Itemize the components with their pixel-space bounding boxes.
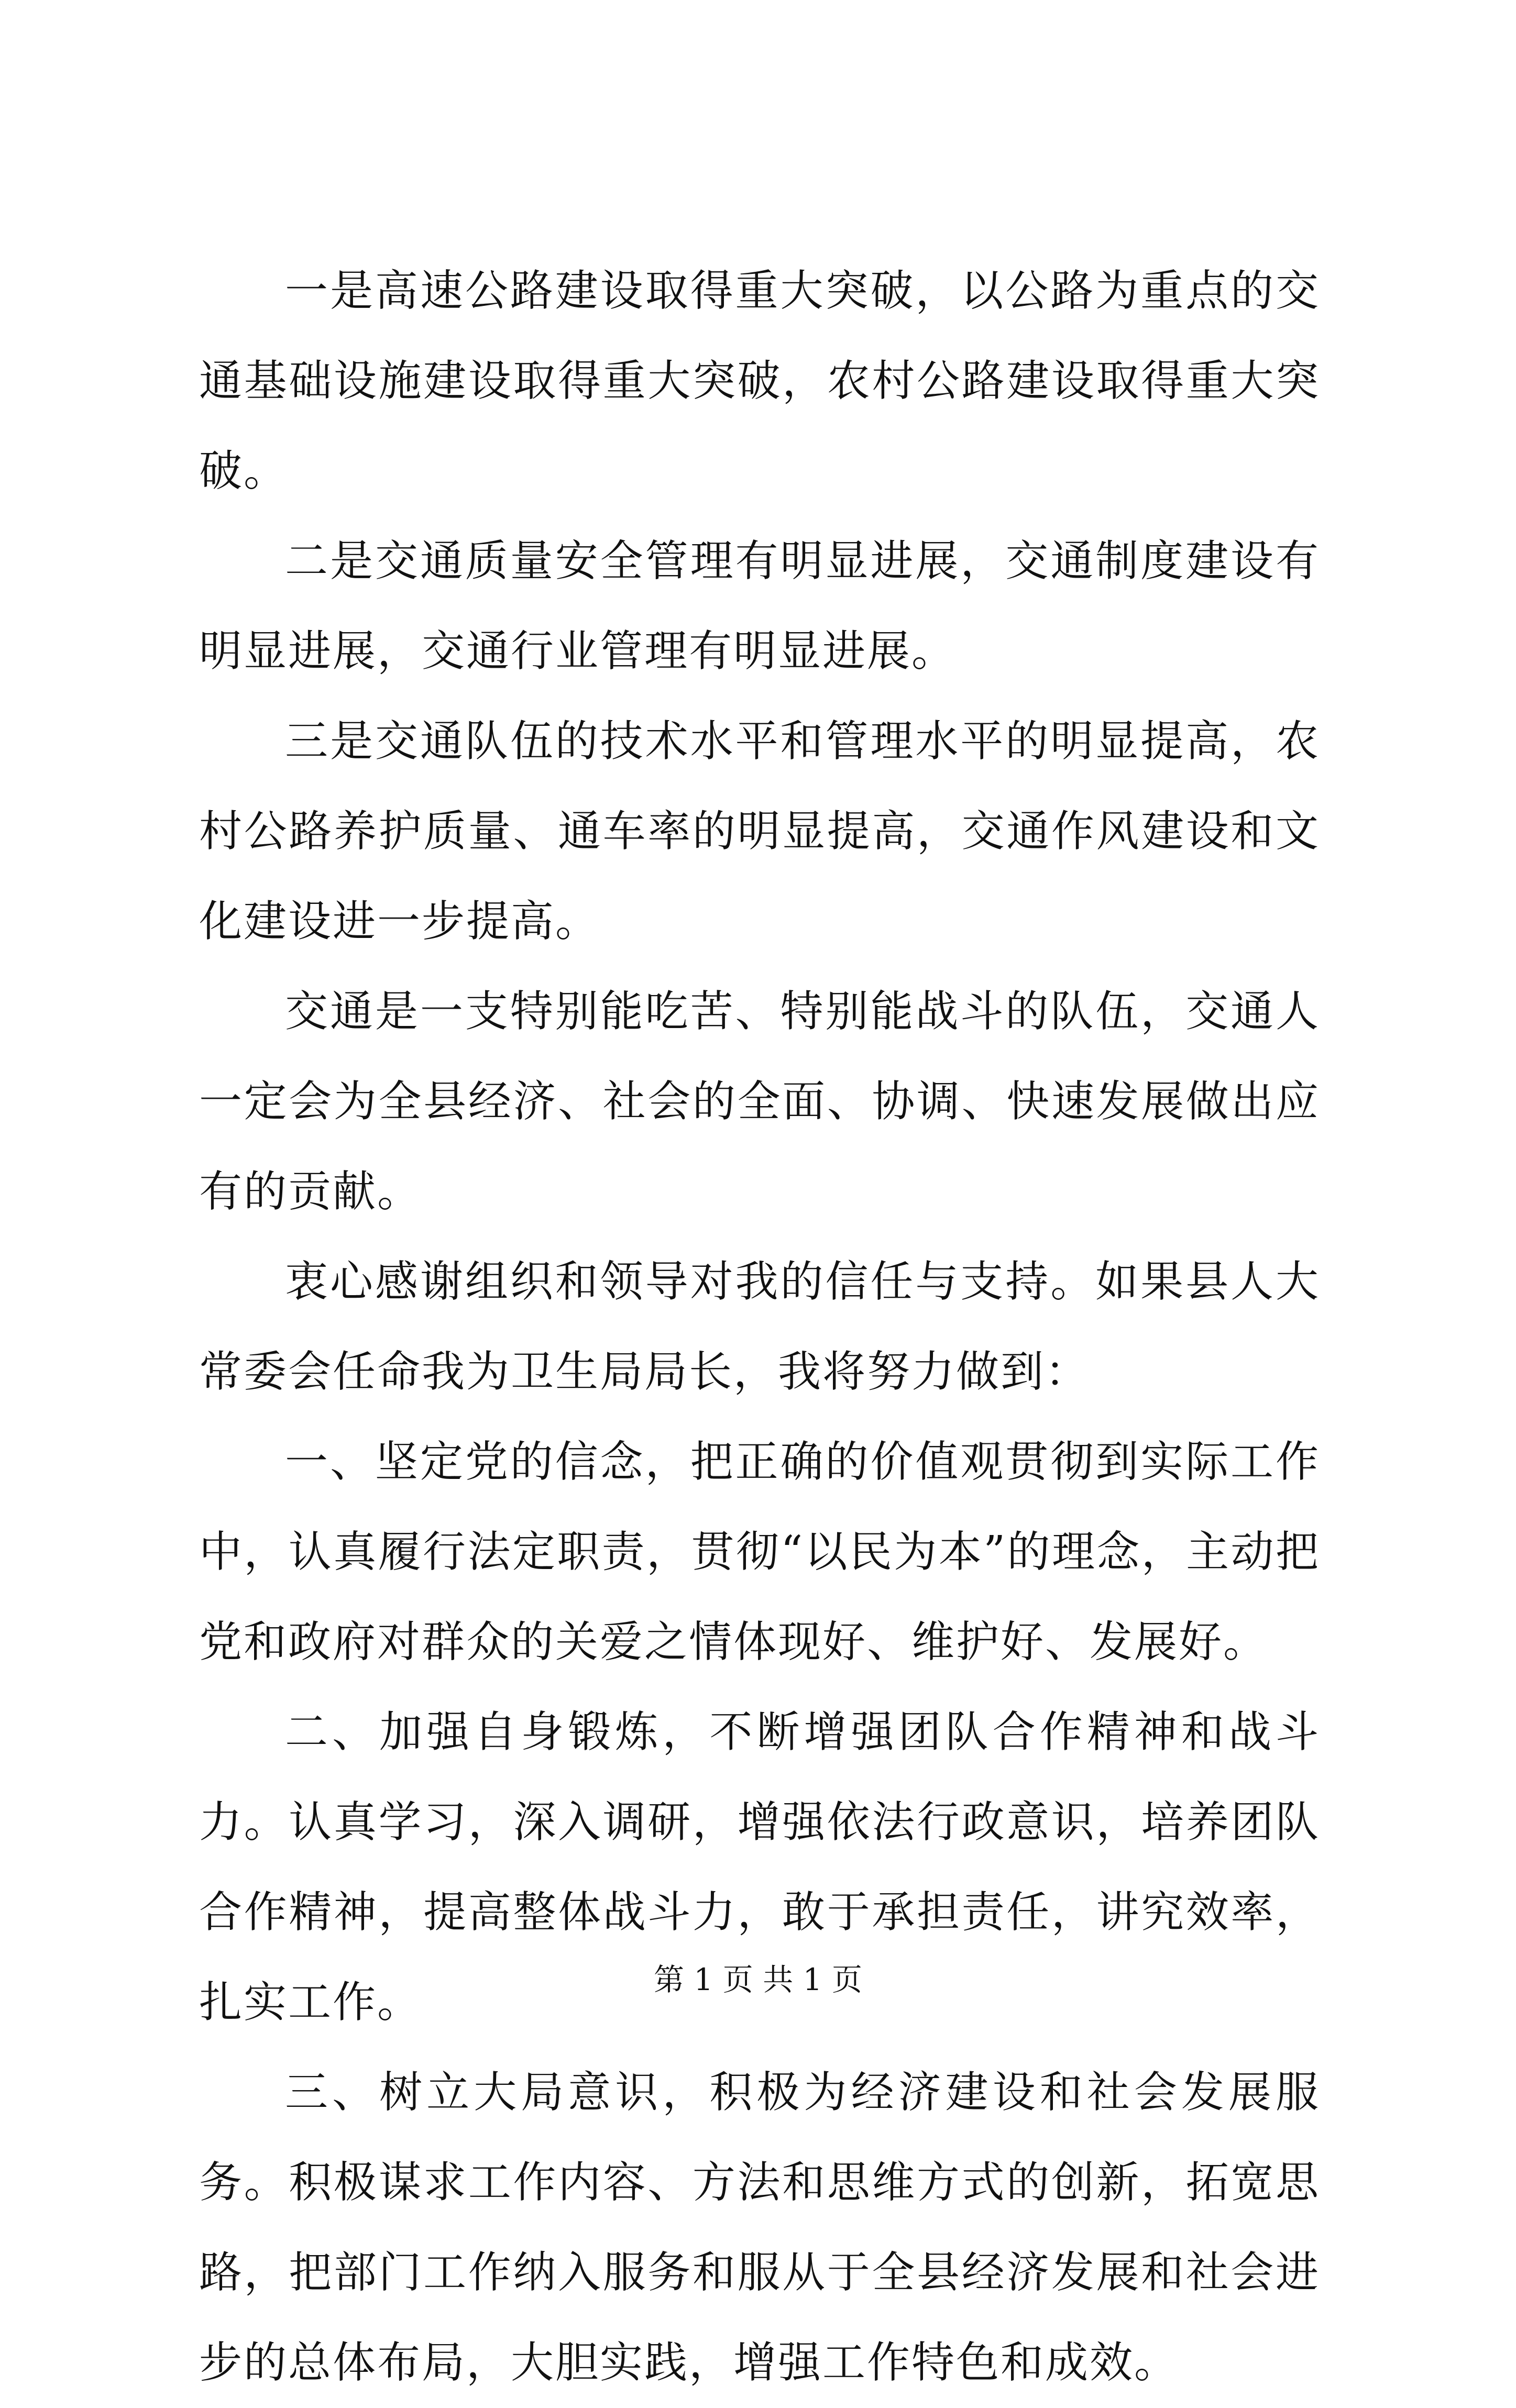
paragraph-point-one: 一、坚定党的信念，把正确的价值观贯彻到实际工作中，认真履行法定职责，贯彻“以民为本”的理念，主动把党和政府对群众的关爱之情体现好、维护好、发展好。 <box>199 1437 1320 1667</box>
paragraph-point-three: 三、树立大局意识，积极为经济建设和社会发展服务。积极谋求工作内容、方法和思维方式的创新，拓宽思路，把部门工作纳入服务和服从于全县经济发展和社会进步的总体布局，大胆实践，增强工作特色和成效。 <box>199 2068 1320 2388</box>
paragraph-team-improvement: 三是交通队伍的技术水平和管理水平的明显提高，农村公路养护质量、通车率的明显提高，交通作风建设和文化建设进一步提高。 <box>199 716 1320 946</box>
paragraph-transport-team: 交通是一支特别能吃苦、特别能战斗的队伍，交通人一定会为全县经济、社会的全面、协调、快速发展做出应有的贡献。 <box>199 987 1320 1217</box>
paragraph-quality-management: 二是交通质量安全管理有明显进展，交通制度建设有明显进展，交通行业管理有明显进展。 <box>199 536 1320 676</box>
paragraph-thanks: 衷心感谢组织和领导对我的信任与支持。如果县人大常委会任命我为卫生局局长，我将努力做到： <box>199 1257 1320 1397</box>
document-body <box>199 246 1320 2408</box>
paragraph-point-two: 二、加强自身锻炼，不断增强团队合作精神和战斗力。认真学习，深入调研，增强依法行政意识，培养团队合作精神，提高整体战斗力，敢于承担责任，讲究效率，扎实工作。 <box>199 1707 1320 2027</box>
page-footer: 第 1 页 共 1 页 <box>654 1962 862 1997</box>
paragraph-highway-breakthrough: 一是高速公路建设取得重大突破，以公路为重点的交通基础设施建设取得重大突破，农村公路建设取得重大突破。 <box>199 266 1320 496</box>
